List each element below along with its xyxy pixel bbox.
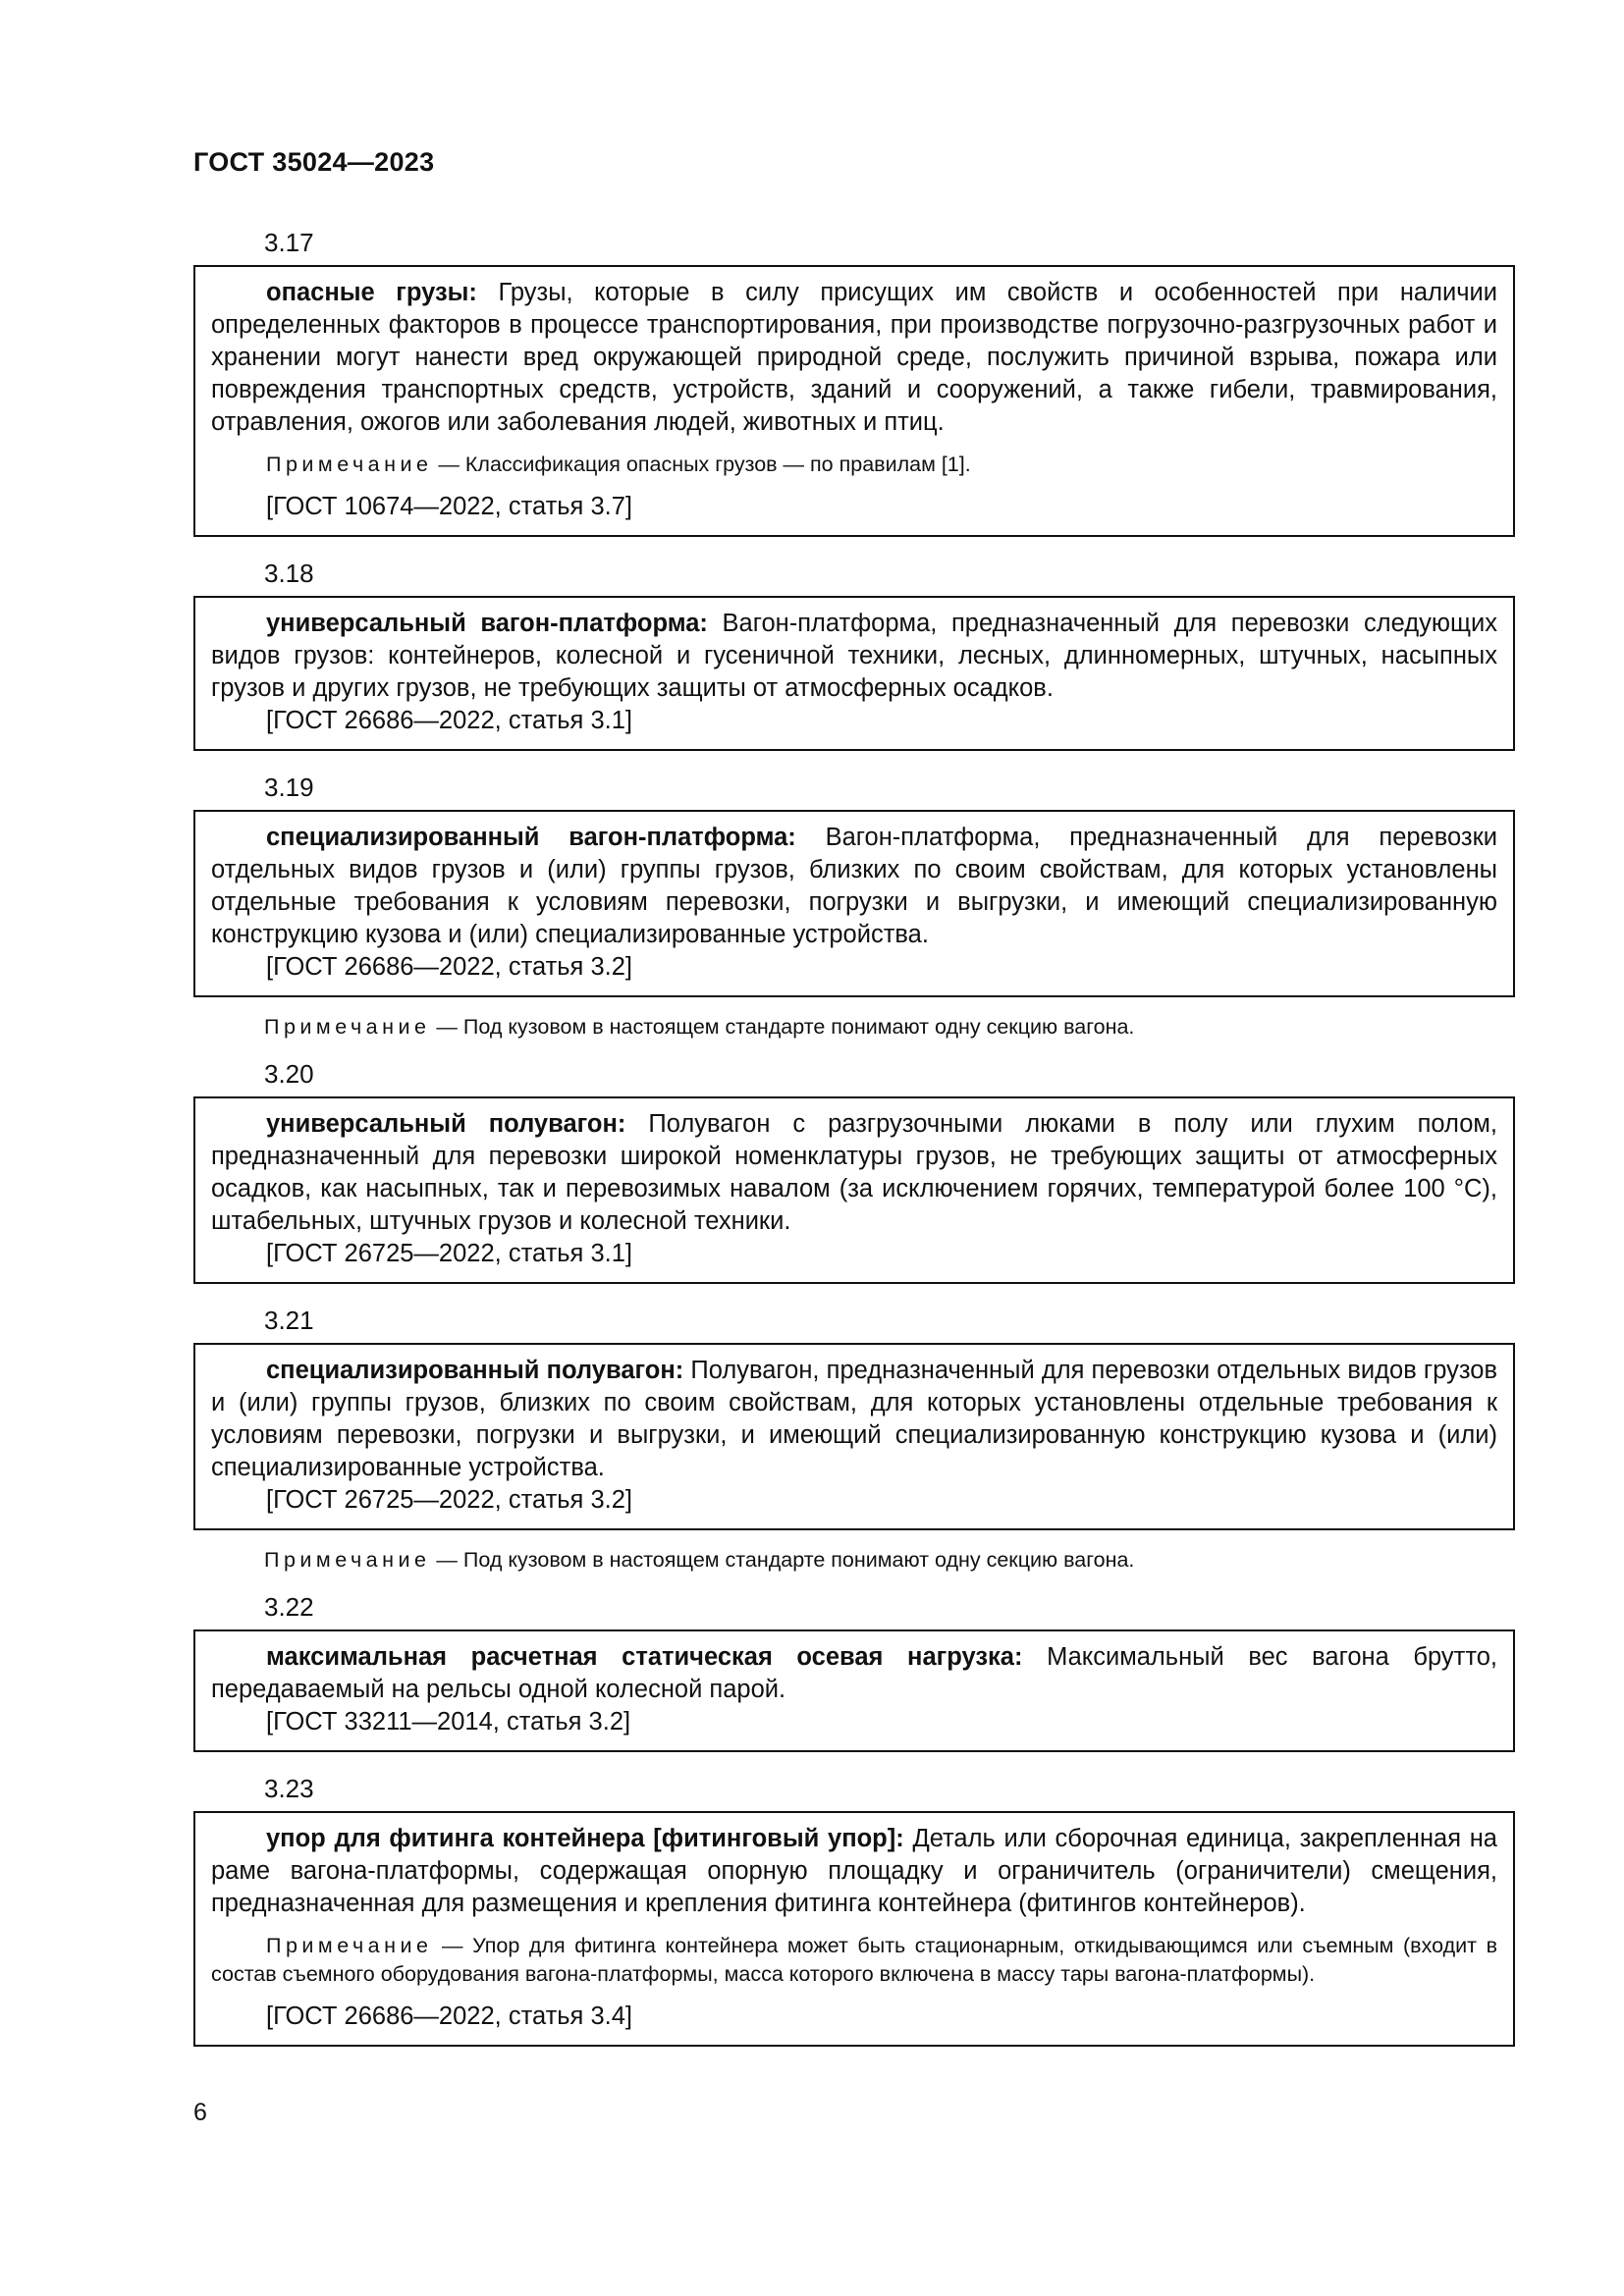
source-reference: [ГОСТ 10674—2022, статья 3.7] [266,493,632,520]
definition-text: Максимальный вес вагона брутто, передаваемый на рельсы одной колесной парой. [211,1643,1497,1703]
term-definition [211,1641,1497,1706]
note-text: — Под кузовом в настоящем стандарте понимают одну секцию вагона. [430,1548,1135,1572]
note-text: — Классификация опасных грузов — по правилам [1]. [432,453,971,476]
definition-text: Вагон-платформа, предназначенный для перевозки следующих видов грузов: контейнеров, колесной и гусеничной техники, лесных, длинномерных, штучных, насыпных грузов и других грузов, не требующих защиты от атмосферных осадков. [211,610,1497,702]
term-note [211,451,1497,479]
term-number: 3.20 [264,1059,314,1089]
standalone-note [193,1013,1515,1041]
page-number: 6 [193,2099,207,2126]
term-definition [211,822,1497,951]
definition-text: Полувагон, предназначенный для перевозки отдельных видов грузов и (или) группы грузов, близких по своим свойствам, для которых установлены отдельные требования к условиям перевозки, погрузки и выгрузки, и имеющий специализированную конструкцию кузова и (или) специализированные устройства. [211,1357,1497,1481]
source-reference: [ГОСТ 33211—2014, статья 3.2] [266,1708,631,1735]
note-label: Примечание [266,453,433,476]
document-header: ГОСТ 35024—2023 [193,147,435,177]
source-reference: [ГОСТ 26725—2022, статья 3.1] [266,1240,632,1267]
term-definition-box [193,1629,1515,1752]
term-definition-box [193,1096,1515,1284]
definition-text: Полувагон с разгрузочными люками в полу или глухим полом, предназначенный для перевозки широкой номенклатуры грузов, не требующих защиты от атмосферных осадков, как насыпных, так и перевозимых навалом (за исключением горячих, температурой более 100 °С), штабельных, штучных грузов и колесной техники. [211,1110,1498,1235]
definition-text: Деталь или сборочная единица, закрепленная на раме вагона-платформы, содержащая опорную площадку и ограничитель (ограничители) смещения, предназначенная для размещения и крепления фитинга контейнера (фитингов контейнеров). [211,1825,1497,1917]
term-number: 3.23 [264,1774,314,1803]
terms-section [193,224,1515,2064]
term-definition-box [193,596,1515,751]
note-text: — Упор для фитинга контейнера может быть стационарным, откидывающимся или съемным (входит в состав съемного оборудования вагона-платформы, масса которого включена в массу тары вагона-платформы). [211,1934,1497,1986]
note-label: Примечание [266,1934,433,1957]
term-number: 3.18 [264,559,314,588]
note-text: — Под кузовом в настоящем стандарте понимают одну секцию вагона. [430,1015,1135,1039]
definition-text: Грузы, которые в силу присущих им свойств и особенностей при наличии определенных факторов в процессе транспортирования, при производстве погрузочно-разгрузочных работ и хранении могут нанести вред окружающей природной среде, послужить причиной взрыва, пожара или повреждения транспортных средств, устройств, зданий и сооружений, а также гибели, травмирования, отравления, ожогов или заболевания людей, животных и птиц. [211,279,1497,436]
term-definition-box [193,265,1515,537]
source-reference: [ГОСТ 26686—2022, статья 3.1] [266,707,632,734]
term-title: специализированный вагон-платформа: [266,824,796,851]
term-definition [211,1823,1497,1920]
definition-text: Вагон-платформа, предназначенный для перевозки отдельных видов грузов и (или) группы грузов, близких по своим свойствам, для которых установлены отдельные требования к условиям перевозки, погрузки и выгрузки, и имеющий специализированную конструкцию кузова и (или) специализированные устройства. [211,824,1497,948]
source-reference: [ГОСТ 26686—2022, статья 3.4] [266,2002,632,2030]
term-number: 3.17 [264,228,314,257]
term-title: специализированный полувагон: [266,1357,684,1384]
term-title: опасные грузы: [266,279,477,306]
term-definition [211,277,1497,439]
term-definition-box [193,1811,1515,2047]
term-definition [211,608,1497,705]
source-reference: [ГОСТ 26686—2022, статья 3.2] [266,953,632,981]
term-title: универсальный полувагон: [266,1110,626,1138]
term-definition [211,1108,1497,1238]
note-label: Примечание [264,1015,431,1039]
term-number: 3.22 [264,1592,314,1622]
term-definition [211,1355,1497,1484]
term-number: 3.21 [264,1306,314,1335]
term-title: универсальный вагон-платформа: [266,610,708,637]
term-title: максимальная расчетная статическая осевая нагрузка: [266,1643,1023,1671]
term-definition-box [193,1343,1515,1530]
term-note [211,1932,1497,1989]
note-label: Примечание [264,1548,431,1572]
term-definition-box [193,810,1515,997]
term-number: 3.19 [264,773,314,802]
standalone-note [193,1546,1515,1575]
term-title: упор для фитинга контейнера [фитинговый упор]: [266,1825,904,1852]
source-reference: [ГОСТ 26725—2022, статья 3.2] [266,1486,632,1514]
